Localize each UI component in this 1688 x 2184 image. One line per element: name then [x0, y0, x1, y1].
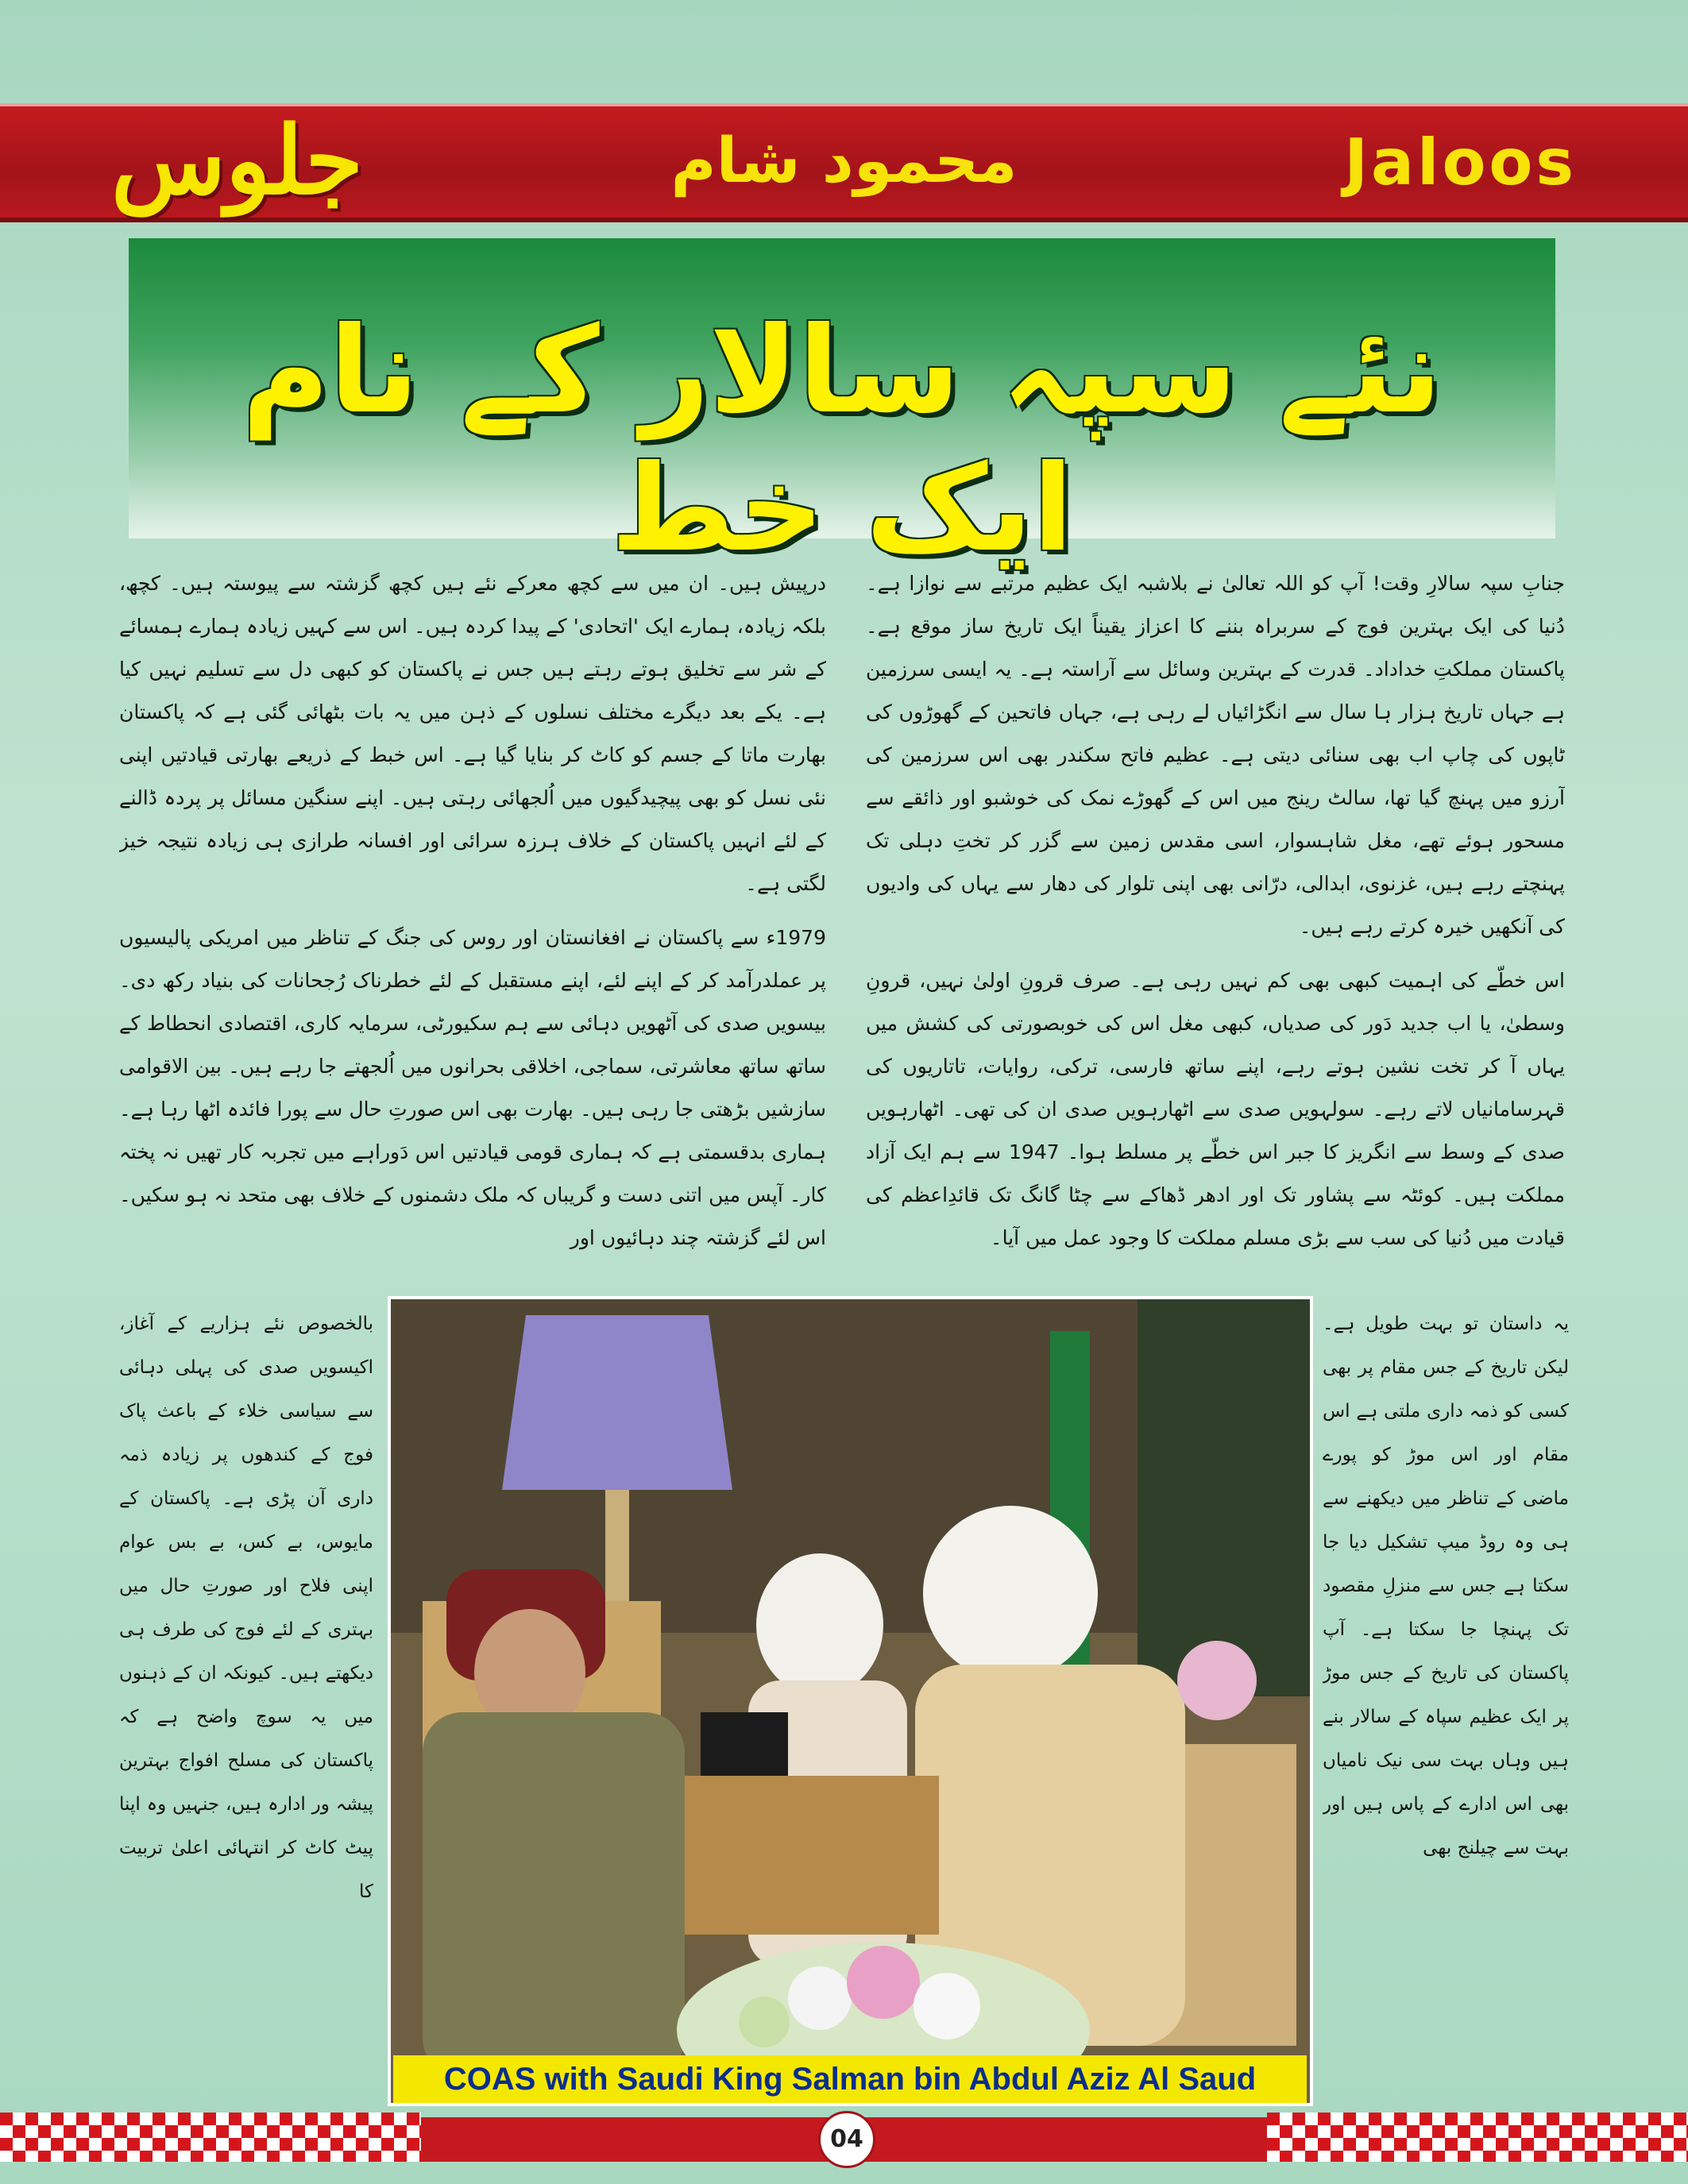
footer-checker-right — [1267, 2113, 1688, 2162]
article-column-narrow-left — [119, 1302, 373, 2113]
photo-illustration — [391, 1299, 1310, 2103]
paragraph: اس خطّے کی اہمیت کبھی بھی کم نہیں رہی ہے۔ صرف قرونِ اولیٰ نہیں، قرونِ وسطیٰ، یا اب جدید دَور کی صدیاں، کبھی مغل اس کی خوبصورتی کی کشش میں یہاں آ کر تخت نشین ہوتے رہے، اپنے ساتھ فارسی، ترکی، روایات، تاتاریوں کی قہرسامانیاں لاتے رہے۔ سولہویں صدی سے اٹھارہویں صدی ان کی تھی۔ اٹھارہویں صدی کے وسط سے انگریز کا جبر اس خطّے پر مسلط ہوا۔ 1947 سے ہم ایک آزاد مملکت ہیں۔ کوئٹہ سے پشاور تک اور ادھر ڈھاکے سے چٹا گانگ تک قائدِاعظم کی قیادت میں دُنیا کی سب سے بڑی مسلم مملکت کا وجود عمل میں آیا۔ — [866, 969, 1565, 1249]
article-column-narrow-right — [1323, 1302, 1569, 2113]
author-name: محمود شام — [670, 125, 1018, 197]
paragraph: درپیش ہیں۔ ان میں سے کچھ معرکے نئے ہیں کچھ گزشتہ سے پیوستہ ہیں۔ کچھ، بلکہ زیادہ، ہمارے ایک 'اتحادی' کے پیدا کردہ ہیں۔ اس سے کہیں زیادہ ہمارے ہمسائے کے شر سے تخلیق ہوتے رہتے ہیں جس نے پاکستان کو کبھی دل سے تسلیم نہیں کیا ہے۔ یکے بعد دیگرے مختلف نسلوں کے ذہن میں یہ بات بٹھائی گئی ہے کہ پاکستان بھارت ماتا کے جسم کو کاٹ کر بنایا گیا ہے۔ اس خبط کے ذریعے بھارتی قیادتیں اپنی نئی نسل کو بھی پیچیدگیوں میں اُلجھائی رہتی ہیں۔ اپنے سنگین مسائل پر پردہ ڈالنے کے لئے انہیں پاکستان کے خلاف ہرزہ سرائی اور افسانہ طرازی ہی زیادہ نتیجہ خیز لگتی ہے۔ — [119, 572, 826, 895]
page-number: 04 — [818, 2111, 875, 2168]
article-photo — [388, 1296, 1313, 2106]
paragraph: یہ داستان تو بہت طویل ہے۔ لیکن تاریخ کے جس مقام پر بھی کسی کو ذمہ داری ملتی ہے اس مقام اور اس موڑ کو پورے ماضی کے تناظر میں دیکھنے سے ہی وہ روڈ میپ تشکیل دیا جا سکتا ہے جس سے منزلِ مقصود تک پہنچا جا سکتا ہے۔ آپ پاکستان کی تاریخ کے جس موڑ پر ایک عظیم سپاہ کے سالار بنے ہیں وہاں بہت سی نیک نامیاں بھی اس ادارے کے پاس ہیں اور بہت سے چیلنج بھی — [1323, 1314, 1569, 1858]
photo-caption: COAS with Saudi King Salman bin Abdul Aziz Al Saud — [393, 2055, 1307, 2103]
magazine-logo: جلوس — [111, 105, 364, 215]
article-headline: نئے سپہ سالار کے نام ایک خط — [241, 302, 1443, 578]
article-column-left — [119, 562, 826, 1293]
magazine-brand: Jaloos — [1344, 125, 1577, 199]
paragraph: 1979ء سے پاکستان نے افغانستان اور روس کی جنگ کے تناظر میں امریکی پالیسیوں پر عملدرآمد کر کے اپنے لئے، اپنے مستقبل کے لئے خطرناک رُجحانات کی بنیاد رکھ دی۔ بیسویں صدی کی آٹھویں دہائی سے ہم سکیورٹی، سرمایہ کاری، اقتصادی انحطاط کے ساتھ ساتھ معاشرتی، سماجی، اخلاقی بحرانوں میں اُلجھتے جا رہے ہیں۔ بین الاقوامی سازشیں بڑھتی جا رہی ہیں۔ بھارت بھی اس صورتِ حال سے پورا فائدہ اٹھا رہا ہے۔ ہماری بدقسمتی ہے کہ ہماری قومی قیادتیں اس دَوراہے میں تجربہ کار تھیں نہ پختہ کار۔ آپس میں اتنی دست و گریباں کہ ملک دشمنوں کے خلاف بھی متحد نہ ہو سکیں۔ اس لئے گزشتہ چند دہائیوں اور — [119, 926, 826, 1249]
footer-checker-left — [0, 2113, 421, 2162]
paragraph: بالخصوص نئے ہزاریے کے آغاز، اکیسویں صدی کی پہلی دہائی سے سیاسی خلاء کے باعث پاک فوج کے کندھوں پر زیادہ ذمہ داری آن پڑی ہے۔ پاکستان کے مایوس، بے کس، بے بس عوام اپنی فلاح اور صورتِ حال میں بہتری کے لئے فوج کی طرف ہی دیکھتے ہیں۔ کیونکہ ان کے ذہنوں میں یہ سوچ واضح ہے کہ پاکستان کی مسلح افواج بہترین پیشہ ور ادارہ ہیں، جنہیں وہ اپنا پیٹ کاٹ کر انتہائی اعلیٰ تربیت کا — [119, 1314, 373, 1902]
headline-banner — [129, 238, 1555, 578]
article-column-right — [866, 562, 1565, 1301]
paragraph: جنابِ سپہ سالارِ وقت! آپ کو اللہ تعالیٰ نے بلاشبہ ایک عظیم مرتبے سے نوازا ہے۔ دُنیا کی ایک بہترین فوج کے سربراہ بننے کا اعزاز یقیناً ایک تاریخ ساز موقع ہے۔ پاکستان مملکتِ خداداد۔ قدرت کے بہترین وسائل سے آراستہ ہے۔ یہ ایسی سرزمین ہے جہاں تاریخ ہزار ہا سال سے انگڑائیاں لے رہی ہے، جہاں فاتحین کے گھوڑوں کی ٹاپوں کی چاپ اب بھی سنائی دیتی ہے۔ عظیم فاتح سکندر بھی اس سرزمین کی آرزو میں پہنچ گیا تھا، سالٹ رینج میں اس کے گھوڑے نمک کی خوشبو اور ذائقے سے مسحور ہوئے تھے، مغل شاہسوار، اسی مقدس زمین سے گزر کر تختِ دہلی تک پہنچتے رہے ہیں، غزنوی، ابدالی، درّانی بھی اپنی تلوار کی دھار سے یہاں کی وادیوں کی آنکھیں خیرہ کرتے رہے ہیں۔ — [866, 572, 1565, 938]
